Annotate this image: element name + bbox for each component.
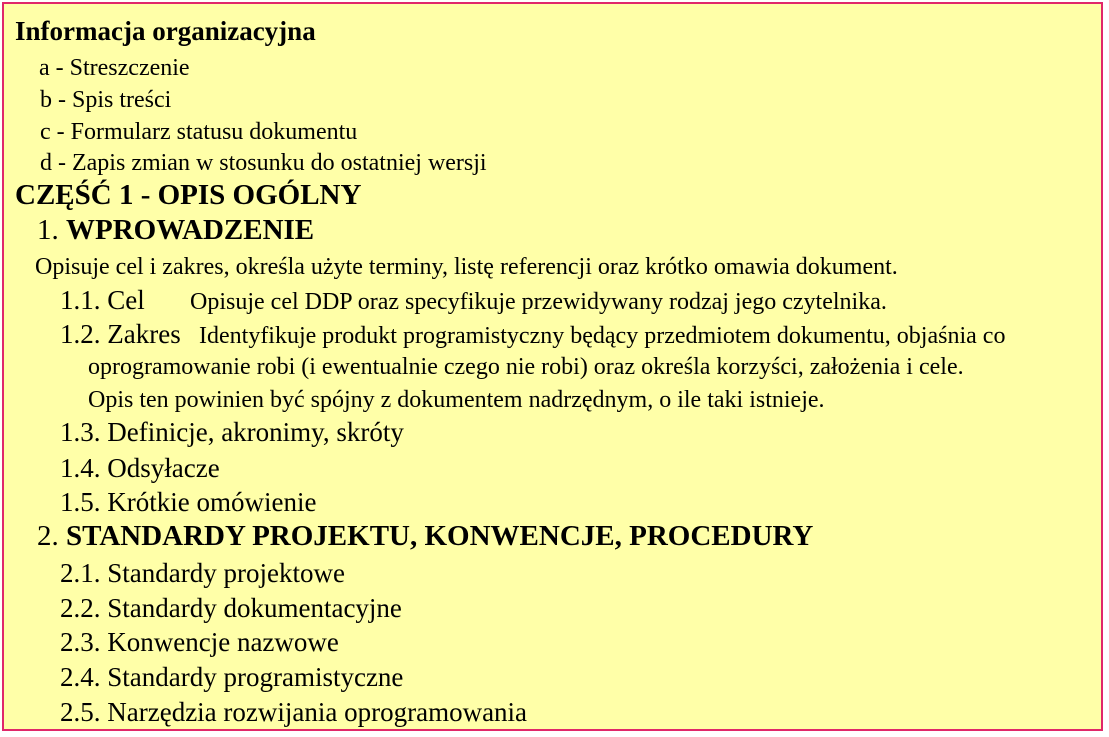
subsection-1-2-text-line2: oprogramowanie robi (i ewentualnie czego nie robi) oraz określa korzyści, założenia i cele. xyxy=(88,354,964,380)
section2-title: STANDARDY PROJEKTU, KONWENCJE, PROCEDURY xyxy=(66,520,814,552)
subsection-1-2-label: 1.2. Zakres xyxy=(60,319,181,349)
subsection-1-3: 1.3. Definicje, akronimy, skróty xyxy=(60,417,404,447)
subsection-1-1-text: Opisuje cel DDP oraz specyfikuje przewidywany rodzaj jego czytelnika. xyxy=(190,289,887,315)
subsection-2-5: 2.5. Narzędzia rozwijania oprogramowania xyxy=(60,697,528,727)
subsection-1-1 xyxy=(60,287,887,314)
subsection-2-2: 2.2. Standardy dokumentacyjne xyxy=(60,593,402,623)
section1-heading xyxy=(37,216,314,245)
org-info-heading: Informacja organizacyjna xyxy=(15,16,316,46)
org-item-status-form: c - Formularz statusu dokumentu xyxy=(40,119,358,145)
section1-number: 1. xyxy=(37,214,66,246)
subsection-1-2 xyxy=(60,321,1005,348)
part1-heading: CZĘŚĆ 1 - OPIS OGÓLNY xyxy=(15,179,362,211)
subsection-1-2-text-line1: Identyfikuje produkt programistyczny będący przedmiotem dokumentu, objaśnia co xyxy=(199,323,1006,349)
section1-title: WPROWADZENIE xyxy=(66,214,315,246)
subsection-1-1-label: 1.1. Cel xyxy=(60,285,145,315)
org-item-toc: b - Spis treści xyxy=(40,87,172,113)
subsection-1-4: 1.4. Odsyłacze xyxy=(60,453,220,483)
subsection-2-3: 2.3. Konwencje nazwowe xyxy=(60,627,339,657)
subsection-2-4: 2.4. Standardy programistyczne xyxy=(60,662,404,692)
section2-number: 2. xyxy=(37,520,66,552)
subsection-2-1: 2.1. Standardy projektowe xyxy=(60,558,345,588)
org-item-summary: a - Streszczenie xyxy=(39,55,190,81)
section2-heading xyxy=(37,522,813,551)
subsection-1-5: 1.5. Krótkie omówienie xyxy=(60,487,317,517)
subsection-1-2-text-line3: Opis ten powinien być spójny z dokumentem nadrzędnym, o ile taki istnieje. xyxy=(88,387,825,413)
document-frame xyxy=(2,2,1103,731)
org-item-change-log: d - Zapis zmian w stosunku do ostatniej wersji xyxy=(40,150,487,176)
section1-description: Opisuje cel i zakres, określa użyte terminy, listę referencji oraz krótko omawia dokument. xyxy=(35,254,898,280)
